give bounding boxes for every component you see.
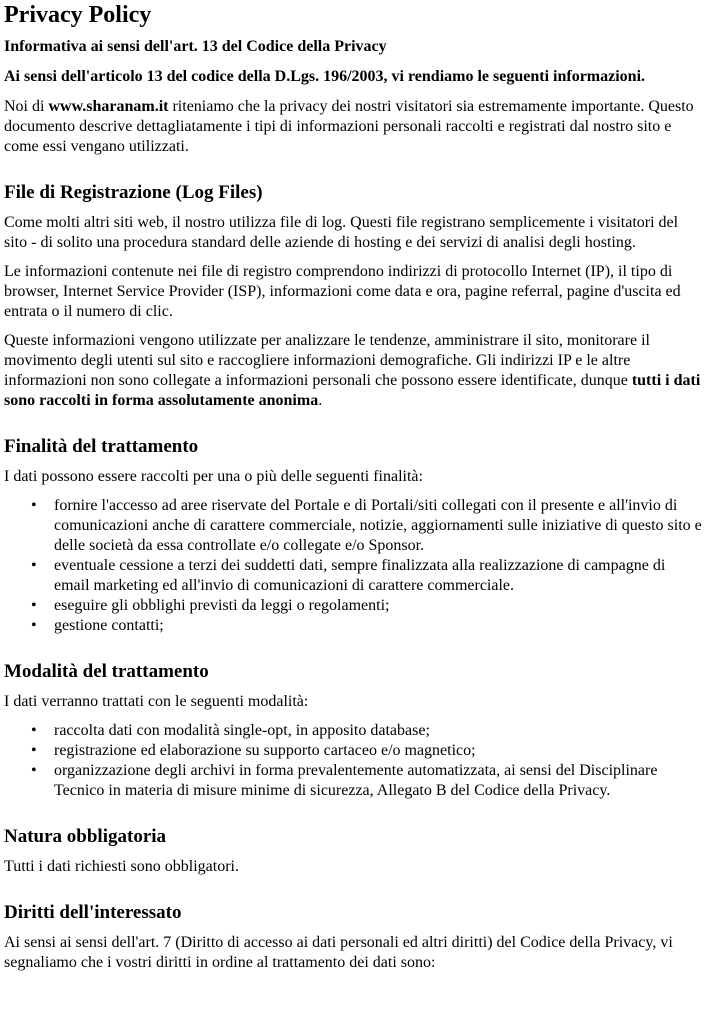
list-item-text: registrazione ed elaborazione su supporto cartaceo e/o magnetico; — [54, 742, 476, 759]
subtitle-dlgs: Ai sensi dell'articolo 13 del codice della D.Lgs. 196/2003, vi rendiamo le seguenti informazioni. — [4, 68, 646, 85]
section-log-files — [4, 182, 702, 411]
bullet-icon: • — [31, 722, 37, 739]
log-files-paragraph-3 — [4, 331, 702, 411]
list-item-text: gestione contatti; — [54, 617, 164, 634]
bullet-icon: • — [31, 762, 37, 779]
list-item-text: raccolta dati con modalità single-opt, in apposito database; — [54, 722, 430, 739]
bullet-icon: • — [31, 617, 37, 634]
list-item-text: organizzazione degli archivi in forma prevalentemente automatizzata, ai sensi del Disciplinare Tecnico in materia di misure minime di sicurezza, Allegato B del Codice della Privacy. — [54, 762, 658, 799]
list-item — [31, 761, 702, 801]
list-item — [31, 496, 702, 556]
natura-text: Tutti i dati richiesti sono obbligatori. — [4, 858, 239, 875]
bullet-icon: • — [31, 557, 37, 574]
intro-text-after: riteniamo che la privacy dei nostri visitatori sia estremamente importante. Questo documento descrive dettagliatamente i tipi di informazioni personali raccolti e registrati dal nostro sito e come essi vengano utilizzati. — [4, 98, 694, 155]
section-heading-modalita: Modalità del trattamento — [4, 661, 209, 682]
intro-text-before: Noi di — [4, 98, 49, 115]
list-item-text: eventuale cessione a terzi dei suddetti dati, sempre finalizzata alla realizzazione di campagne di email marketing ed all'invio di comunicazioni di carattere commerciale. — [54, 557, 666, 594]
log-files-paragraph-1: Come molti altri siti web, il nostro utilizza file di log. Questi file registrano semplicemente i visitatori del sito - di solito una procedura standard delle aziende di hosting e dei servizi di analisi degli hosting. — [4, 214, 679, 251]
list-item — [31, 741, 702, 761]
log-files-p3-bold: tutti i dati sono raccolti in forma assolutamente anonima — [4, 372, 701, 409]
diritti-text: Ai sensi ai sensi dell'art. 7 (Diritto di accesso ai dati personali ed altri diritti) del Codice della Privacy, vi segnaliamo che i vostri diritti in ordine al trattamento dei dati sono: — [4, 934, 673, 971]
modalita-intro: I dati verranno trattati con le seguenti modalità: — [4, 693, 309, 710]
section-heading-diritti: Diritti dell'interessato — [4, 902, 182, 923]
section-diritti — [4, 902, 702, 973]
list-item — [31, 556, 702, 596]
list-item-text: fornire l'accesso ad aree riservate del Portale e di Portali/siti collegati con il presente e all'invio di comunicazioni anche di carattere commerciale, notizie, aggiornamenti sulle iniziative di questo sito e delle società da essa controllate e/o collegate e/o Sponsor. — [54, 497, 702, 554]
section-heading-log-files: File di Registrazione (Log Files) — [4, 182, 263, 203]
section-heading-natura: Natura obbligatoria — [4, 826, 167, 847]
section-finalita — [4, 436, 702, 636]
modalita-list — [4, 721, 702, 801]
log-files-paragraph-2: Le informazioni contenute nei file di registro comprendono indirizzi di protocollo Internet (IP), il tipo di browser, Internet Service Provider (ISP), informazioni come data e ora, pagine referral, pagine d'uscita ed entrata o il numero di clic. — [4, 263, 681, 320]
list-item-text: eseguire gli obblighi previsti da leggi o regolamenti; — [54, 597, 390, 614]
section-modalita — [4, 661, 702, 801]
log-files-p3-end: . — [318, 392, 323, 409]
bullet-icon: • — [31, 597, 37, 614]
bullet-icon: • — [31, 497, 37, 514]
list-item — [31, 721, 702, 741]
section-heading-finalita: Finalità del trattamento — [4, 436, 199, 457]
bullet-icon: • — [31, 742, 37, 759]
page-title: Privacy Policy — [4, 2, 152, 28]
finalita-intro: I dati possono essere raccolti per una o più delle seguenti finalità: — [4, 468, 423, 485]
log-files-p3-text: Queste informazioni vengono utilizzate per analizzare le tendenze, amministrare il sito, monitorare il movimento degli utenti sul sito e raccogliere informazioni demografiche. Gli indirizzi IP e le altre informazioni non sono collegate a informazioni personali che possono essere identificate, dunque — [4, 332, 650, 389]
section-natura — [4, 826, 702, 877]
subtitle-informativa: Informativa ai sensi dell'art. 13 del Codice della Privacy — [4, 38, 387, 55]
intro-paragraph — [4, 97, 702, 157]
site-name: www.sharanam.it — [48, 98, 169, 115]
list-item — [31, 616, 702, 636]
list-item — [31, 596, 702, 616]
finalita-list — [4, 496, 702, 636]
